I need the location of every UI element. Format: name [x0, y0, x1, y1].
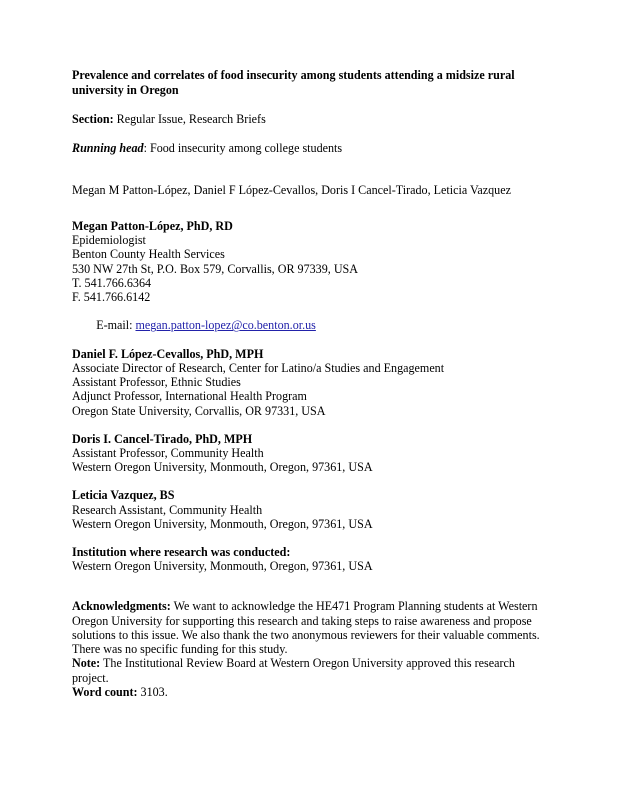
author-affiliation-line: Benton County Health Services — [72, 247, 225, 262]
spacer — [72, 169, 549, 183]
acknowledgments-paragraph — [72, 599, 549, 656]
note-paragraph — [72, 656, 549, 684]
author-name: Doris I. Cancel-Tirado, PhD, MPH — [72, 431, 253, 446]
spacer — [72, 531, 549, 545]
spacer — [72, 573, 549, 599]
author-name: Daniel F. López-Cevallos, PhD, MPH — [72, 346, 264, 361]
author-address-line: Western Oregon University, Monmouth, Oregon, 97361, USA — [72, 460, 373, 475]
author-affiliation-line: Adjunct Professor, International Health Program — [72, 389, 307, 404]
institution-block — [72, 545, 549, 573]
running-head-value: : Food insecurity among college students — [143, 140, 343, 155]
acknowledgments-text: We want to acknowledge the HE471 Program Planning students at Western Oregon University for supporting this research and taking steps to raise awareness and propose solutions to this issue. We also thank the two anonymous reviewers for their valuable comments. There was no specific funding for this study. — [72, 599, 540, 657]
author-address-line: 530 NW 27th St, P.O. Box 579, Corvallis, OR 97339, USA — [72, 261, 359, 276]
author-affiliation-line: Assistant Professor, Ethnic Studies — [72, 375, 241, 390]
word-count-value: 3103. — [137, 684, 168, 699]
author-block-3 — [72, 432, 549, 475]
section-line — [72, 112, 549, 126]
author-affiliation-line: Epidemiologist — [72, 233, 146, 248]
note-text: The Institutional Review Board at Western Oregon University approved this research project. — [72, 656, 515, 685]
author-email-line — [72, 304, 549, 347]
author-line: Megan M Patton-López, Daniel F López-Cevallos, Doris I Cancel-Tirado, Leticia Vazquez — [72, 182, 511, 197]
author-address-line: Oregon State University, Corvallis, OR 97331, USA — [72, 403, 326, 418]
author-affiliation-line: Assistant Professor, Community Health — [72, 446, 264, 461]
word-count-label: Word count: — [72, 684, 138, 699]
page-title: Prevalence and correlates of food insecurity among students attending a midsize rural university in Oregon — [72, 68, 515, 98]
note-label: Note: — [72, 656, 101, 671]
word-count-line — [72, 685, 549, 699]
spacer — [72, 197, 549, 219]
author-name: Leticia Vazquez, BS — [72, 488, 175, 503]
author-block-2 — [72, 347, 549, 418]
section-value: Regular Issue, Research Briefs — [113, 112, 266, 127]
author-affiliation-line: Associate Director of Research, Center for Latino/a Studies and Engagement — [72, 361, 445, 376]
running-head-line — [72, 141, 549, 155]
author-block-1 — [72, 219, 549, 347]
email-link[interactable]: megan.patton-lopez@co.benton.or.us — [135, 318, 316, 333]
author-block-4 — [72, 488, 549, 531]
section-label: Section: — [72, 112, 114, 127]
spacer — [72, 474, 549, 488]
acknowledgments-label: Acknowledgments: — [72, 599, 171, 614]
author-phone-line: T. 541.766.6364 — [72, 275, 152, 290]
author-fax-line: F. 541.766.6142 — [72, 290, 151, 305]
running-head-label: Running head — [72, 140, 144, 155]
author-name: Megan Patton-López, PhD, RD — [72, 219, 233, 234]
document-body — [72, 68, 549, 699]
institution-value: Western Oregon University, Monmouth, Oregon, 97361, USA — [72, 559, 373, 574]
author-address-line: Western Oregon University, Monmouth, Oregon, 97361, USA — [72, 516, 373, 531]
institution-label: Institution where research was conducted: — [72, 545, 291, 560]
author-affiliation-line: Research Assistant, Community Health — [72, 502, 263, 517]
email-label: E-mail: — [96, 318, 136, 333]
spacer — [72, 418, 549, 432]
